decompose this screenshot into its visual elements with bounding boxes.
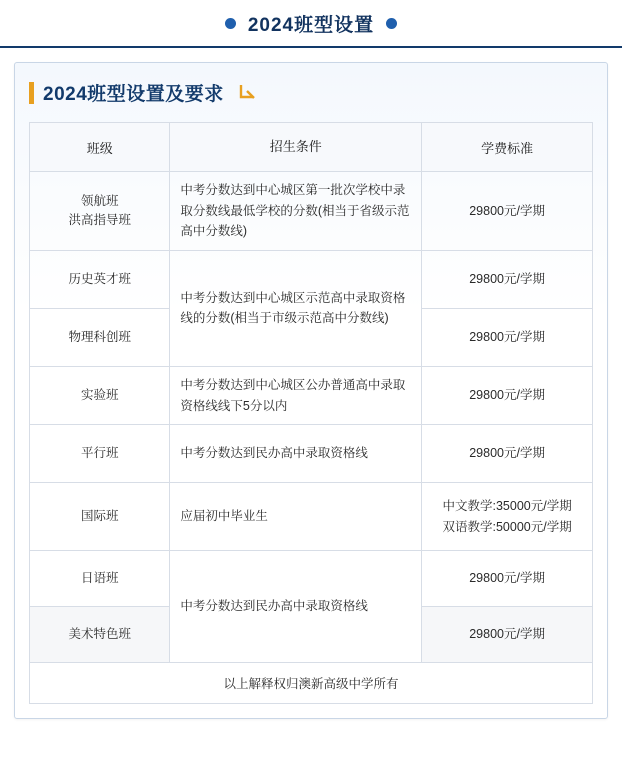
card-header bbox=[29, 79, 593, 106]
fee-line: 双语教学:50000元/学期 bbox=[442, 519, 572, 534]
title-accent-bar-icon bbox=[29, 82, 34, 104]
table-row bbox=[30, 551, 593, 607]
cell-class-name: 历史英才班 bbox=[30, 250, 170, 308]
page-header bbox=[0, 0, 622, 48]
fee-line: 中文教学:35000元/学期 bbox=[442, 499, 572, 513]
cell-class-name: 实验班 bbox=[30, 366, 170, 424]
card-title: 2024班型设置及要求 bbox=[43, 84, 224, 105]
table-row bbox=[30, 250, 593, 308]
table-row bbox=[30, 425, 593, 483]
class-setup-card bbox=[14, 62, 608, 719]
bullet-dot-right-icon bbox=[386, 18, 397, 29]
table-head bbox=[30, 123, 593, 172]
table-row bbox=[30, 172, 593, 251]
cell-condition: 中考分数达到中心城区公办普通高中录取资格线线下5分以内 bbox=[170, 366, 422, 424]
cell-condition: 中考分数达到民办高中录取资格线 bbox=[170, 551, 422, 663]
table-header-row bbox=[30, 123, 593, 172]
class-name-line: 洪高指导班 bbox=[68, 212, 131, 227]
class-setup-table bbox=[29, 122, 593, 704]
cell-class-name: 物理科创班 bbox=[30, 308, 170, 366]
cell-fee: 29800元/学期 bbox=[422, 308, 593, 366]
table-body bbox=[30, 172, 593, 704]
page-title: 2024班型设置 bbox=[247, 14, 375, 36]
cell-fee bbox=[422, 483, 593, 551]
bullet-dot-left-icon bbox=[225, 18, 236, 29]
cell-condition: 应届初中毕业生 bbox=[170, 483, 422, 551]
cell-condition: 中考分数达到民办高中录取资格线 bbox=[170, 425, 422, 483]
table-footnote: 以上解释权归澳新高级中学所有 bbox=[30, 663, 593, 704]
column-header-class: 班级 bbox=[30, 123, 170, 172]
cell-fee: 29800元/学期 bbox=[422, 551, 593, 607]
table-row bbox=[30, 366, 593, 424]
cell-fee: 29800元/学期 bbox=[422, 366, 593, 424]
cell-fee: 29800元/学期 bbox=[422, 172, 593, 251]
cell-fee: 29800元/学期 bbox=[422, 607, 593, 663]
cell-class-name: 日语班 bbox=[30, 551, 170, 607]
column-header-fee: 学费标准 bbox=[422, 123, 593, 172]
down-right-arrow-icon bbox=[237, 80, 259, 106]
cell-class-name: 美术特色班 bbox=[30, 607, 170, 663]
cell-condition: 中考分数达到中心城区第一批次学校中录取分数线最低学校的分数(相当于省级示范高中分数线) bbox=[170, 172, 422, 251]
cell-fee: 29800元/学期 bbox=[422, 425, 593, 483]
content-area bbox=[0, 48, 622, 729]
table-footnote-row bbox=[30, 663, 593, 704]
cell-fee: 29800元/学期 bbox=[422, 250, 593, 308]
cell-class-name bbox=[30, 172, 170, 251]
cell-class-name: 国际班 bbox=[30, 483, 170, 551]
table-row bbox=[30, 483, 593, 551]
cell-class-name: 平行班 bbox=[30, 425, 170, 483]
cell-condition: 中考分数达到中心城区示范高中录取资格线的分数(相当于市级示范高中分数线) bbox=[170, 250, 422, 366]
class-name-line: 领航班 bbox=[80, 193, 119, 208]
column-header-condition: 招生条件 bbox=[170, 123, 422, 172]
